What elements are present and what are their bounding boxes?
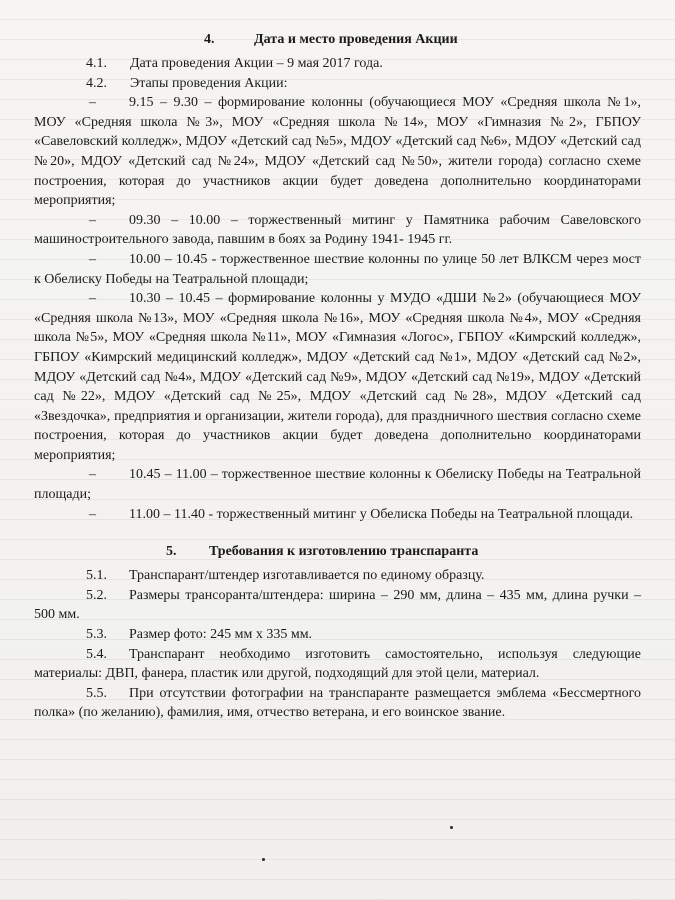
item-5-3 <box>34 625 641 645</box>
section-4-title: Дата и место проведения Акции <box>254 32 458 47</box>
scan-speck <box>450 826 453 829</box>
stage-text: 10.30 – 10.45 – формирование колонны у МУДО «ДШИ №2» (обучающиеся МОУ «Средняя школа №13», МОУ «Средняя школа №16», МОУ «Средняя школа №4», МОУ «Средняя школа №5», МОУ «Средняя школа №11», МОУ «Гимназия «Логос», ГБПОУ «Кимрский колледж», ГБПОУ «Кимрский медицинский колледж», МДОУ «Детский сад №1», МДОУ «Детский сад №2», МДОУ «Детский сад №4», МДОУ «Детский сад №9», МДОУ «Детский сад №19», МДОУ «Детский сад №22», МДОУ «Детский сад №25», МДОУ «Детский сад №28», МДОУ «Детский сад «Звездочка», предприятия и организации, жители города), для праздничного шествия согласно схеме построения, которая до участников акции будет доведена дополнительно координаторами мероприятия; <box>34 291 641 463</box>
stage-item <box>34 289 641 465</box>
item-text: Размер фото: 245 мм х 335 мм. <box>129 627 313 643</box>
section-5-number: 5. <box>166 544 177 560</box>
section-4-heading <box>34 30 641 50</box>
item-text: Дата проведения Акции – 9 мая 2017 года. <box>130 56 383 71</box>
item-text: Этапы проведения Акции: <box>130 75 288 91</box>
item-number: 5.2. <box>86 587 107 603</box>
item-text: Транспарант/штендер изготавливается по единому образцу. <box>129 568 485 584</box>
document-body <box>34 30 641 723</box>
item-4-2 <box>34 74 641 94</box>
item-number: 4.1. <box>86 56 107 71</box>
dash-marker: – <box>89 212 96 228</box>
scan-speck <box>262 858 265 861</box>
stage-item <box>34 465 641 504</box>
stage-text: 11.00 – 11.40 - торжественный митинг у Обелиска Победы на Театральной площади. <box>129 506 634 522</box>
stage-item <box>34 93 641 211</box>
item-5-4 <box>34 645 641 684</box>
item-number: 5.5. <box>86 685 107 701</box>
stage-item <box>34 211 641 250</box>
item-5-5 <box>34 684 641 723</box>
dash-marker: – <box>89 251 96 267</box>
item-5-2 <box>34 586 641 625</box>
dash-marker: – <box>89 291 96 307</box>
stage-item <box>34 250 641 289</box>
stage-text: 10.45 – 11.00 – торжественное шествие колонны к Обелиску Победы на Театральной площади; <box>34 467 641 503</box>
section-4-number: 4. <box>204 32 215 47</box>
item-number: 5.1. <box>86 568 107 584</box>
stage-item <box>34 505 641 525</box>
stage-text: 10.00 – 10.45 - торжественное шествие колонны по улице 50 лет ВЛКСМ через мост к Обелиску Победы на Театральной площади; <box>34 251 641 287</box>
dash-marker: – <box>89 506 96 522</box>
item-text: Размеры трансоранта/штендера: ширина – 290 мм, длина – 435 мм, длина ручки – 500 мм. <box>34 587 641 623</box>
item-number: 4.2. <box>86 75 107 91</box>
item-number: 5.4. <box>86 646 107 662</box>
item-text: Транспарант необходимо изготовить самостоятельно, используя следующие материалы: ДВП, фанера, пластик или другой, подходящий для этой цели, материал. <box>34 646 641 682</box>
section-5-title: Требования к изготовлению транспаранта <box>209 544 479 560</box>
dash-marker: – <box>89 95 96 111</box>
item-4-1 <box>34 54 641 74</box>
section-5-heading <box>34 542 641 562</box>
item-text: При отсутствии фотографии на транспаранте размещается эмблема «Бессмертного полка» (по желанию), фамилия, имя, отчество ветерана, и его воинское звание. <box>34 685 641 721</box>
item-number: 5.3. <box>86 627 107 643</box>
stage-text: 09.30 – 10.00 – торжественный митинг у Памятника рабочим Савеловского машиностроительного завода, павшим в боях за Родину 1941- 1945 гг. <box>34 212 641 248</box>
item-5-1 <box>34 566 641 586</box>
dash-marker: – <box>89 467 96 483</box>
stage-text: 9.15 – 9.30 – формирование колонны (обучающиеся МОУ «Средняя школа №1», МОУ «Средняя школа №3», МОУ «Средняя школа №14», МОУ «Гимназия №2», ГБПОУ «Савеловский колледж», МДОУ «Детский сад №5», МДОУ «Детский сад №6», МДОУ «Детский сад №20», МДОУ «Детский сад №24», МДОУ «Детский сад №50», жители города) согласно схеме построения, которая до участников акции будет доведена дополнительно координаторами мероприятия; <box>34 95 641 209</box>
